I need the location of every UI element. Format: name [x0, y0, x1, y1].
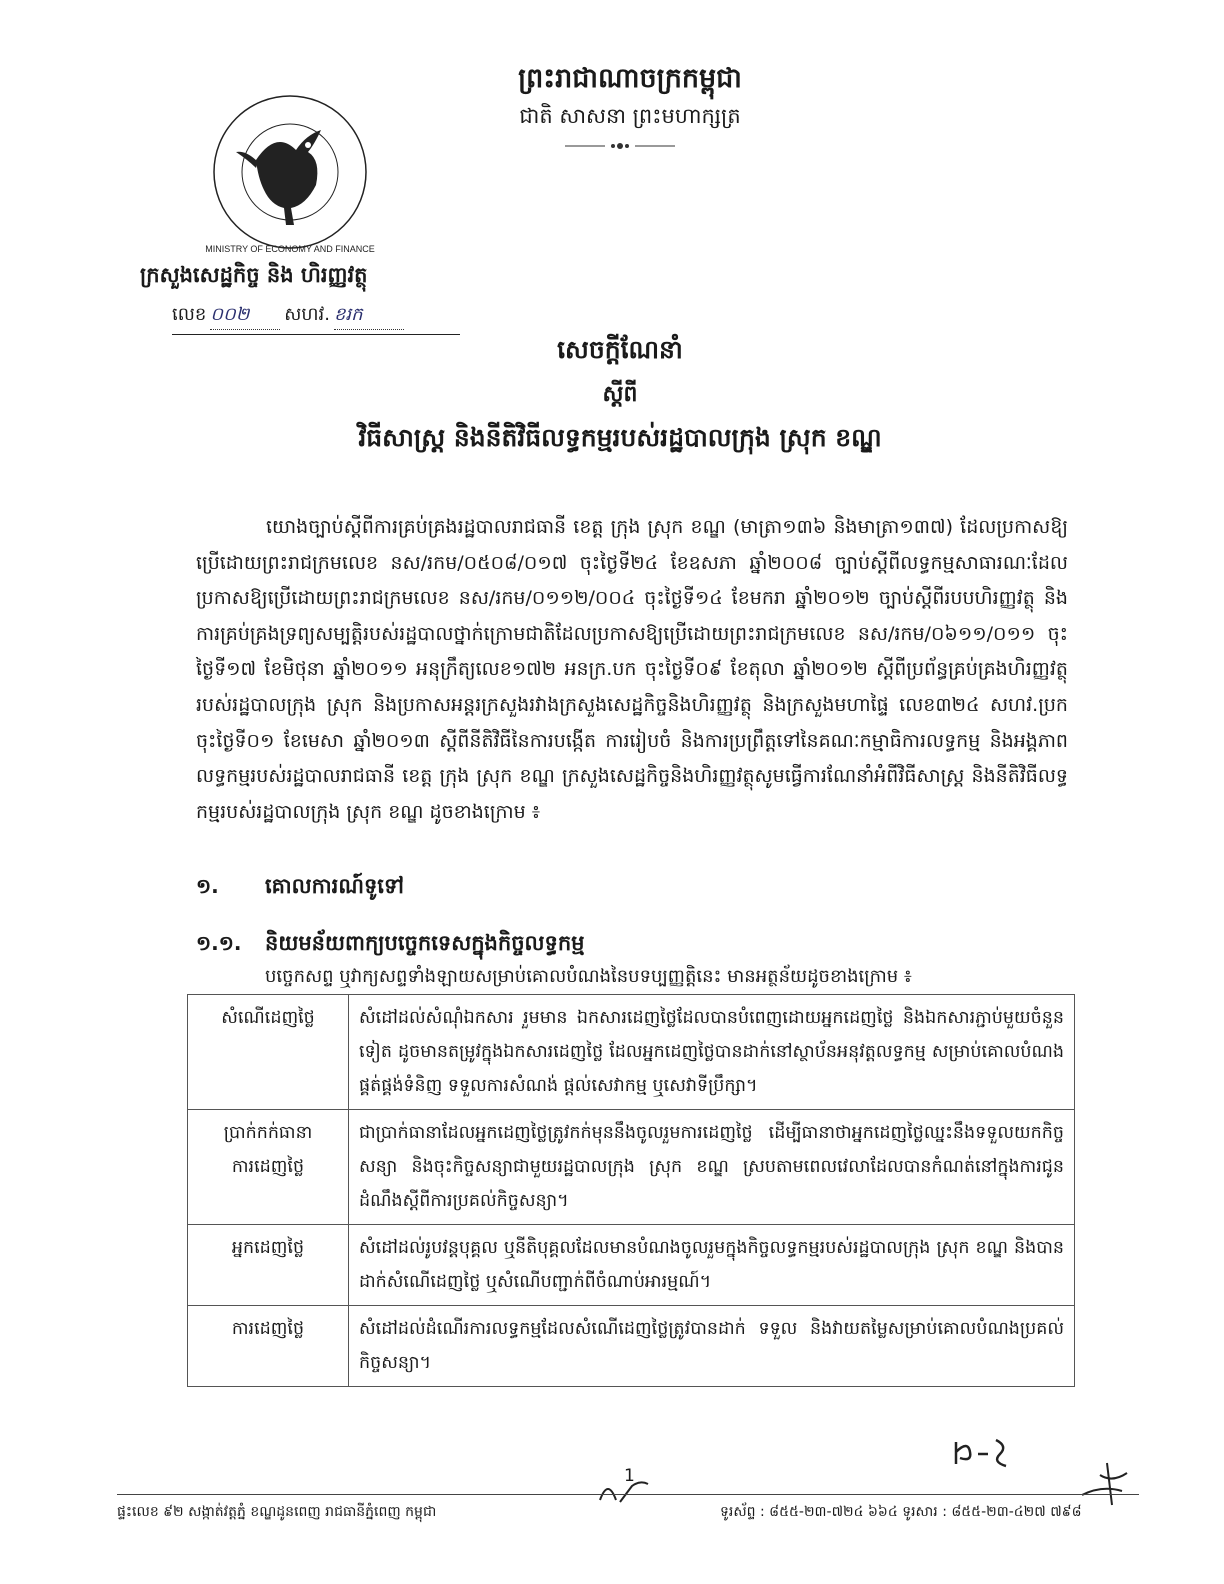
definition-term: ការដេញថ្លៃ — [188, 1306, 349, 1387]
ref-prefix: លេខ — [172, 304, 207, 325]
document-title: វិធីសាស្ត្រ និងនីតិវិធីលទ្ធកម្មរបស់រដ្ឋបាលក្រុង ស្រុក ខណ្ឌ — [358, 423, 882, 452]
section-1-1-title: និយមន័យពាក្យបច្ចេកទេសក្នុងកិច្ចលទ្ធកម្ម — [265, 931, 585, 955]
table-row — [188, 1306, 1075, 1387]
table-row — [188, 995, 1075, 1110]
page-number: 1 — [624, 1466, 635, 1486]
ministry-seal-logo — [196, 90, 384, 260]
ref-suffix: សហវ. — [284, 304, 330, 325]
table-row — [188, 1225, 1075, 1306]
reference-number-line — [172, 302, 460, 335]
section-1-1-number: ១.១. — [196, 931, 242, 955]
definition-term: ប្រាក់កក់ធានាការដេញថ្លៃ — [188, 1110, 349, 1225]
ref-number: ០០២ — [210, 302, 280, 330]
signature-mark-right — [1072, 1455, 1142, 1510]
definition-term: សំណើដេញថ្លៃ — [188, 995, 349, 1110]
definition-description: សំដៅដល់រូបវន្តបុគ្គល ឬនីតិបុគ្គលដែលមានបំណងចូលរួមក្នុងកិច្ចលទ្ធកម្មរបស់រដ្ឋបាលក្រុង ស្រុក ខណ្ឌ និងបានដាក់សំណើដេញថ្លៃ ឬសំណើបញ្ជាក់ពីចំណាប់អារម្មណ៍។ — [349, 1225, 1075, 1306]
section-1-title: គោលការណ៍ទូទៅ — [265, 874, 404, 898]
definition-term: អ្នកដេញថ្លៃ — [188, 1225, 349, 1306]
section-1-number: ១. — [196, 874, 219, 898]
ministry-name: ក្រសួងសេដ្ឋកិច្ច និង ហិរញ្ញវត្ថុ — [140, 263, 368, 287]
footer-divider — [117, 1494, 1139, 1495]
ornament-divider — [565, 140, 675, 152]
table-row — [188, 1110, 1075, 1225]
definitions-table — [187, 994, 1075, 1387]
definition-description: សំដៅដល់ដំណើរការលទ្ធកម្មដែលសំណើដេញថ្លៃត្រូវបានដាក់ ទទួល និងវាយតម្លៃសម្រាប់គោលបំណងប្រគល់កិច្ចសន្យា។ — [349, 1306, 1075, 1387]
footer-address: ផ្ទះលេខ ៩២ សង្កាត់វត្តភ្នំ ខណ្ឌដូនពេញ រាជធានីភ្នំពេញ កម្ពុជា — [117, 1504, 437, 1520]
definitions-intro: បច្ចេកសព្ទ ឬវាក្យសព្ទទាំងឡាយសម្រាប់គោលបំណងនៃបទប្បញ្ញត្តិនេះ មានអត្ថន័យដូចខាងក្រោម ៖ — [265, 966, 912, 987]
signature-mark — [588, 1470, 668, 1510]
national-motto: ជាតិ សាសនា ព្រះមហាក្សត្រ — [519, 104, 741, 128]
svg-text:MINISTRY OF ECONOMY AND FINANC: MINISTRY OF ECONOMY AND FINANCE — [205, 244, 375, 254]
ref-code: ខរក — [334, 302, 404, 330]
definition-description: ជាប្រាក់ធានាដែលអ្នកដេញថ្លៃត្រូវកក់មុននឹងចូលរួមការដេញថ្លៃ ដើម្បីធានាថាអ្នកដេញថ្លៃឈ្នះនឹងទទួលយកកិច្ចសន្យា និងចុះកិច្ចសន្យាជាមួយរដ្ឋបាលក្រុង ស្រុក ខណ្ឌ ស្របតាមពេលវេលាដែលបានកំណត់នៅក្នុងការជូនដំណឹងស្ដីពីការប្រគល់កិច្ចសន្យា។ — [349, 1110, 1075, 1225]
definition-description: សំដៅដល់សំណុំឯកសារ រួមមាន ឯកសារដេញថ្លៃដែលបានបំពេញដោយអ្នកដេញថ្លៃ និងឯកសារភ្ជាប់មួយចំនួនទៀត ដូចមានតម្រូវក្នុងឯកសារដេញថ្លៃ ដែលអ្នកដេញថ្លៃបានដាក់នៅស្ថាប័នអនុវត្តលទ្ធកម្ម សម្រាប់គោលបំណងផ្គត់ផ្គង់ទំនិញ ទទួលការសំណង់ ផ្ដល់សេវាកម្ម ឬសេវាទីប្រឹក្សា។ — [349, 995, 1075, 1110]
handwritten-initials — [948, 1432, 1018, 1472]
kingdom-heading: ព្រះរាជាណាចក្រកម្ពុជា — [518, 63, 742, 94]
intro-paragraph: យោងច្បាប់ស្ដីពីការគ្រប់គ្រងរដ្ឋបាលរាជធានី ខេត្ត ក្រុង ស្រុក ខណ្ឌ (មាត្រា១៣៦ និងមាត្រា១៣៧) ដែលប្រកាសឱ្យប្រើដោយព្រះរាជក្រមលេខ នស/រកម/០៥០៨/០១៧ ចុះថ្ងៃទី២៤ ខែឧសភា ឆ្នាំ២០០៨ ច្បាប់ស្ដីពីលទ្ធកម្មសាធារណៈដែលប្រកាសឱ្យប្រើដោយព្រះរាជក្រមលេខ នស/រកម/០១១២/០០៤ ចុះថ្ងៃទី១៤ ខែមករា ឆ្នាំ២០១២ ច្បាប់ស្ដីពីរបបហិរញ្ញវត្ថុ និងការគ្រប់គ្រងទ្រព្យសម្បត្តិរបស់រដ្ឋបាលថ្នាក់ក្រោមជាតិដែលប្រកាសឱ្យប្រើដោយព្រះរាជក្រមលេខ នស/រកម/០៦១១/០១១ ចុះថ្ងៃទី១៧ ខែមិថុនា ឆ្នាំ២០១១ អនុក្រឹត្យលេខ១៧២ អនក្រ.បក ចុះថ្ងៃទី០៩ ខែតុលា ឆ្នាំ២០១២ ស្ដីពីប្រព័ន្ធគ្រប់គ្រងហិរញ្ញវត្ថុរបស់រដ្ឋបាលក្រុង ស្រុក និងប្រកាសអន្តរក្រសួងរវាងក្រសួងសេដ្ឋកិច្ចនិងហិរញ្ញវត្ថុ និងក្រសួងមហាផ្ទៃ លេខ៣២៤ សហវ.ប្រក ចុះថ្ងៃទី០១ ខែមេសា ឆ្នាំ២០១៣ ស្ដីពីនីតិវិធីនៃការបង្កើត ការរៀបចំ និងការប្រព្រឹត្តទៅនៃគណៈកម្មាធិការលទ្ធកម្ម និងអង្គភាពលទ្ធកម្មរបស់រដ្ឋបាលរាជធានី ខេត្ត ក្រុង ស្រុក ខណ្ឌ ក្រសួងសេដ្ឋកិច្ចនិងហិរញ្ញវត្ថុសូមធ្វើការណែនាំអំពីវិធីសាស្ត្រ និងនីតិវិធីលទ្ធកម្មរបស់រដ្ឋបាលក្រុង ស្រុក ខណ្ឌ ដូចខាងក្រោម ៖ — [196, 516, 1068, 823]
about-label: ស្ដីពី — [602, 382, 638, 407]
footer-contact: ទូរស័ព្ទ : ៨៥៥-២៣-៧២៤ ៦៦៤ ទូរសារ : ៨៥៥-២៣-៤២៧ ៧៩៨ — [720, 1504, 1082, 1520]
document-type: សេចក្ដីណែនាំ — [557, 335, 683, 364]
